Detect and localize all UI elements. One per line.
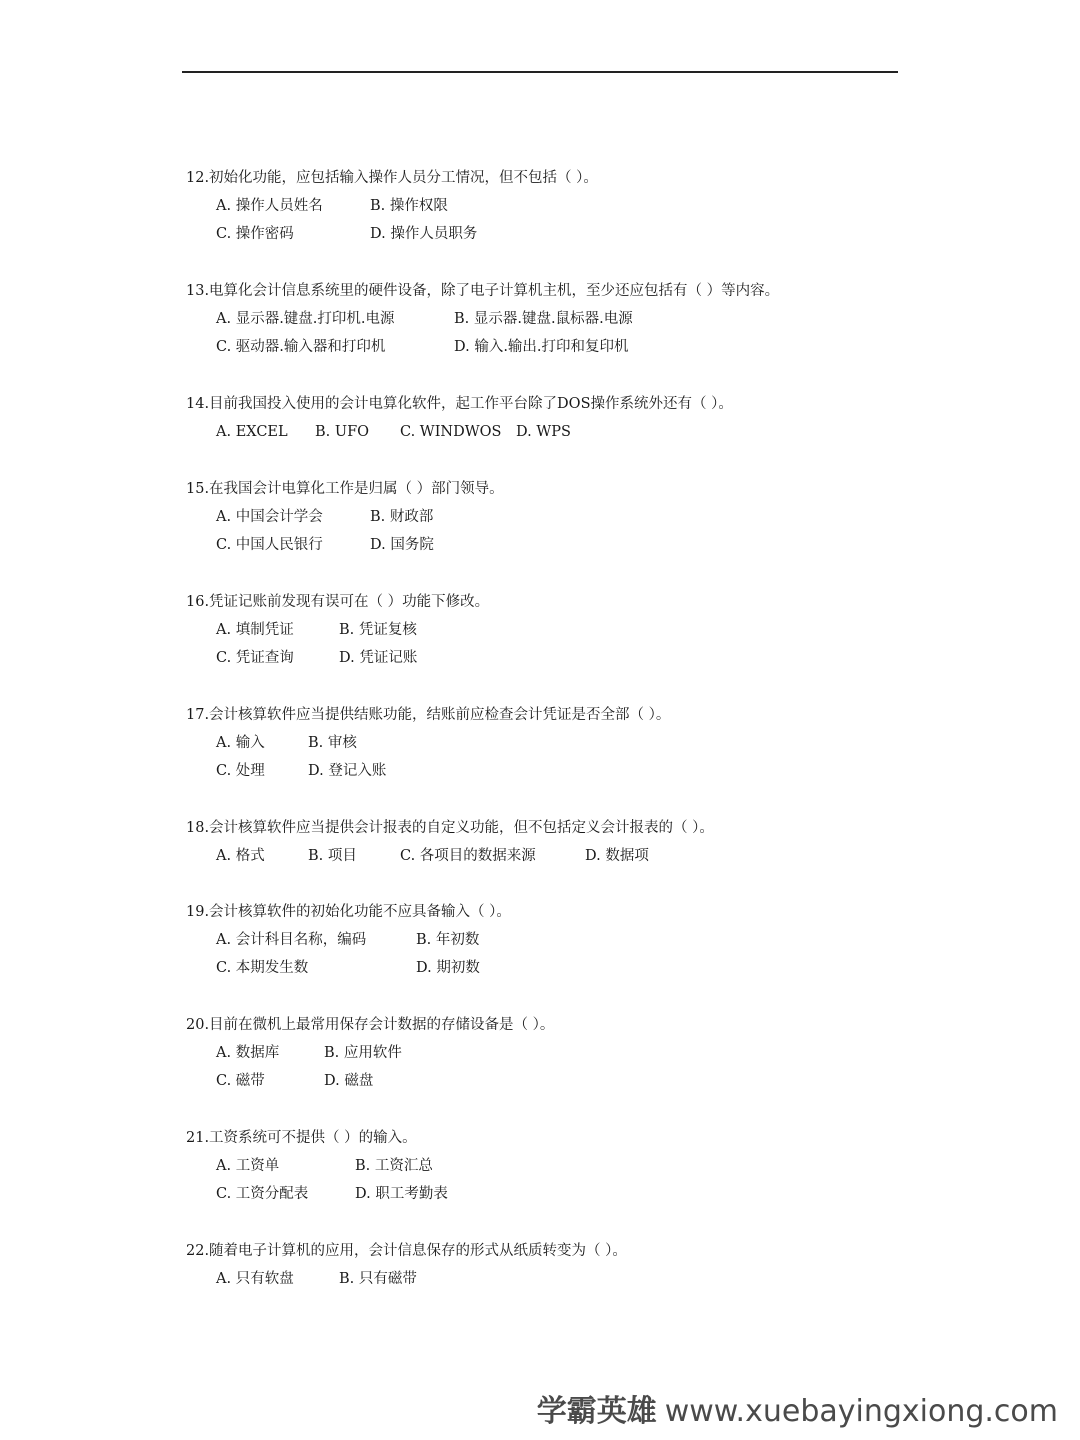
option-b: B. 年初数 (416, 932, 480, 948)
question-17 (186, 705, 906, 781)
option-d: D. 磁盘 (324, 1073, 374, 1089)
option-c: C. 凭证查询 (216, 650, 294, 666)
option-row (216, 1071, 906, 1091)
option-c: C. WINDWOS (400, 424, 502, 440)
option-row (216, 535, 906, 555)
question-12 (186, 168, 906, 244)
question-19 (186, 902, 906, 978)
question-stem: 19.会计核算软件的初始化功能不应具备输入（ ）。 (186, 904, 511, 920)
option-a: A. EXCEL (216, 424, 288, 440)
option-row (216, 196, 906, 216)
question-stem: 21.工资系统可不提供（ ）的输入。 (186, 1130, 417, 1146)
option-c: C. 操作密码 (216, 226, 294, 242)
option-c: C. 处理 (216, 763, 265, 779)
option-row (216, 733, 906, 753)
option-c: C. 各项目的数据来源 (400, 848, 536, 864)
option-b: B. 工资汇总 (355, 1158, 433, 1174)
question-21 (186, 1128, 906, 1204)
option-row (216, 224, 906, 244)
option-row (216, 846, 906, 866)
header-rule (182, 71, 898, 73)
option-b: B. 财政部 (370, 509, 434, 525)
option-d: D. 数据项 (585, 848, 649, 864)
option-row (216, 337, 906, 357)
option-a: A. 中国会计学会 (216, 509, 323, 525)
question-14 (186, 394, 906, 442)
watermark-url: www.xuebayingxiong.com (664, 1394, 1058, 1429)
question-stem: 14.目前我国投入使用的会计电算化软件，起工作平台除了DOS操作系统外还有（ ）。 (186, 396, 733, 412)
question-20 (186, 1015, 906, 1091)
option-a: A. 显示器.键盘.打印机.电源 (216, 311, 395, 327)
option-c: C. 磁带 (216, 1073, 265, 1089)
option-row (216, 620, 906, 640)
option-d: D. 输入.输出.打印和复印机 (454, 339, 629, 355)
option-c: C. 中国人民银行 (216, 537, 323, 553)
option-row (216, 930, 906, 950)
option-d: D. 职工考勤表 (355, 1186, 448, 1202)
question-16 (186, 592, 906, 668)
option-b: B. 应用软件 (324, 1045, 402, 1061)
question-stem: 18.会计核算软件应当提供会计报表的自定义功能，但不包括定义会计报表的（ ）。 (186, 820, 714, 836)
option-row (216, 1184, 906, 1204)
option-a: A. 只有软盘 (216, 1271, 294, 1287)
option-b: B. 操作权限 (370, 198, 448, 214)
option-b: B. 审核 (308, 735, 357, 751)
question-stem: 12.初始化功能，应包括输入操作人员分工情况，但不包括（ ）。 (186, 170, 598, 186)
option-d: D. WPS (516, 424, 571, 440)
option-row (216, 309, 906, 329)
question-13 (186, 281, 906, 357)
question-stem: 13.电算化会计信息系统里的硬件设备，除了电子计算机主机，至少还应包括有（ ）等内容。 (186, 283, 780, 299)
watermark-brand: 学霸英雄 (536, 1394, 657, 1429)
option-a: A. 填制凭证 (216, 622, 294, 638)
option-a: A. 数据库 (216, 1045, 280, 1061)
option-a: A. 操作人员姓名 (216, 198, 323, 214)
option-c: C. 本期发生数 (216, 960, 309, 976)
question-15 (186, 479, 906, 555)
option-c: C. 工资分配表 (216, 1186, 309, 1202)
option-a: A. 会计科目名称，编码 (216, 932, 367, 948)
question-stem: 16.凭证记账前发现有误可在（ ）功能下修改。 (186, 594, 490, 610)
option-d: D. 凭证记账 (339, 650, 418, 666)
question-stem: 15.在我国会计电算化工作是归属（ ）部门领导。 (186, 481, 504, 497)
option-b: B. UFO (315, 424, 370, 440)
option-d: D. 操作人员职务 (370, 226, 478, 242)
option-b: B. 显示器.键盘.鼠标器.电源 (454, 311, 633, 327)
question-stem: 22.随着电子计算机的应用，会计信息保存的形式从纸质转变为（ ）。 (186, 1243, 627, 1259)
option-row (216, 761, 906, 781)
option-a: A. 工资单 (216, 1158, 280, 1174)
option-b: B. 凭证复核 (339, 622, 417, 638)
question-22 (186, 1241, 906, 1289)
option-b: B. 只有磁带 (339, 1271, 417, 1287)
option-row (216, 422, 906, 442)
option-c: C. 驱动器.输入器和打印机 (216, 339, 386, 355)
option-a: A. 输入 (216, 735, 265, 751)
option-d: D. 国务院 (370, 537, 434, 553)
option-row (216, 958, 906, 978)
option-row (216, 1269, 906, 1289)
option-row (216, 648, 906, 668)
option-row (216, 1043, 906, 1063)
watermark (537, 1386, 1058, 1430)
option-row (216, 1156, 906, 1176)
option-d: D. 期初数 (416, 960, 480, 976)
question-stem: 20.目前在微机上最常用保存会计数据的存储设备是（ ）。 (186, 1017, 555, 1033)
option-d: D. 登记入账 (308, 763, 387, 779)
option-b: B. 项目 (308, 848, 357, 864)
option-row (216, 507, 906, 527)
question-stem: 17.会计核算软件应当提供结账功能，结账前应检查会计凭证是否全部（ ）。 (186, 707, 671, 723)
question-18 (186, 818, 906, 866)
option-a: A. 格式 (216, 848, 265, 864)
